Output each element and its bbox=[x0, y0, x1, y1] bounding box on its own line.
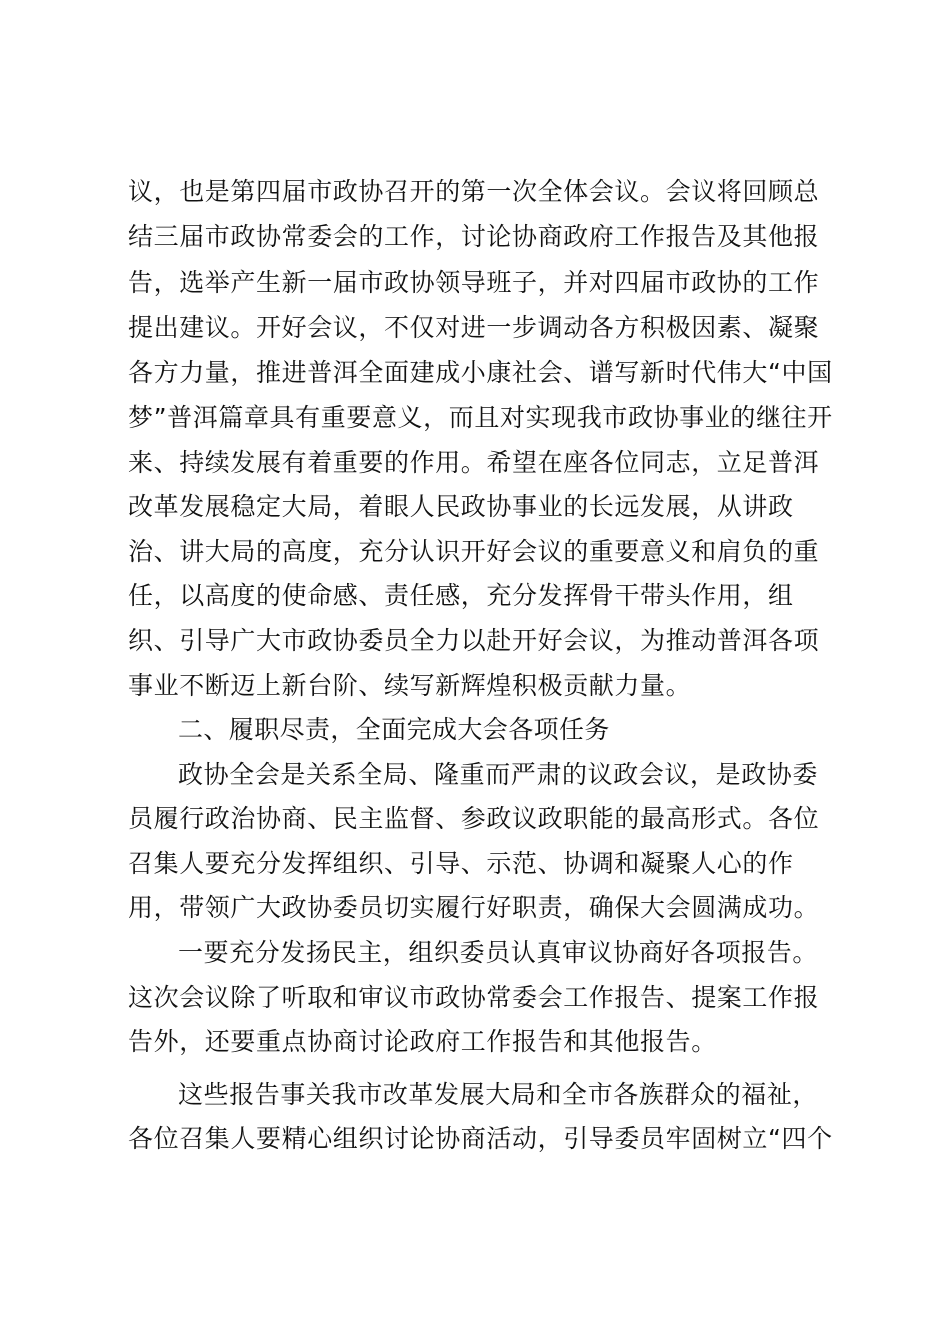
body-text-line: 各方力量，推进普洱全面建成小康社会、谱写新时代伟大“中国 bbox=[128, 358, 833, 387]
paragraph-first-line: 政协全会是关系全局、隆重而严肃的议政会议，是政协委 bbox=[178, 760, 819, 789]
body-text-line: 这次会议除了听取和审议市政协常委会工作报告、提案工作报 bbox=[128, 983, 820, 1012]
body-text-line: 任，以高度的使命感、责任感，充分发挥骨干带头作用，组 bbox=[128, 581, 794, 610]
body-text-line: 事业不断迈上新台阶、续写新辉煌积极贡献力量。 bbox=[128, 671, 692, 700]
body-text-line: 治、讲大局的高度，充分认识开好会议的重要意义和肩负的重 bbox=[128, 537, 820, 566]
body-text-line: 告，选举产生新一届市政协领导班子，并对四届市政协的工作 bbox=[128, 268, 820, 297]
body-text-line: 来、持续发展有着重要的作用。希望在座各位同志，立足普洱 bbox=[128, 448, 820, 477]
paragraph-first-line: 一要充分发扬民主，组织委员认真审议协商好各项报告。 bbox=[178, 938, 819, 967]
body-text-line: 告外，还要重点协商讨论政府工作报告和其他报告。 bbox=[128, 1027, 717, 1056]
body-text-line: 各位召集人要精心组织讨论协商活动，引导委员牢固树立“四个 bbox=[128, 1124, 833, 1153]
body-text-line: 用，带领广大政协委员切实履行好职责，确保大会圆满成功。 bbox=[128, 893, 820, 922]
body-text-line: 织、引导广大市政协委员全力以赴开好会议，为推动普洱各项 bbox=[128, 626, 820, 655]
body-text-line: 员履行政治协商、民主监督、参政议政职能的最高形式。各位 bbox=[128, 804, 820, 833]
section-heading: 二、履职尽责，全面完成大会各项任务 bbox=[178, 715, 610, 744]
body-text-line: 梦”普洱篇章具有重要意义，而且对实现我市政协事业的继往开 bbox=[128, 403, 833, 432]
body-text-line: 召集人要充分发挥组织、引导、示范、协调和凝聚人心的作 bbox=[128, 849, 794, 878]
body-text-line: 结三届市政协常委会的工作，讨论协商政府工作报告及其他报 bbox=[128, 222, 820, 251]
body-text-line: 改革发展稳定大局，着眼人民政协事业的长远发展，从讲政 bbox=[128, 492, 794, 521]
paragraph-first-line: 这些报告事关我市改革发展大局和全市各族群众的福祉， bbox=[178, 1080, 819, 1109]
body-text-line: 议，也是第四届市政协召开的第一次全体会议。会议将回顾总 bbox=[128, 177, 820, 206]
body-text-line: 提出建议。开好会议，不仅对进一步调动各方积极因素、凝聚 bbox=[128, 313, 820, 342]
